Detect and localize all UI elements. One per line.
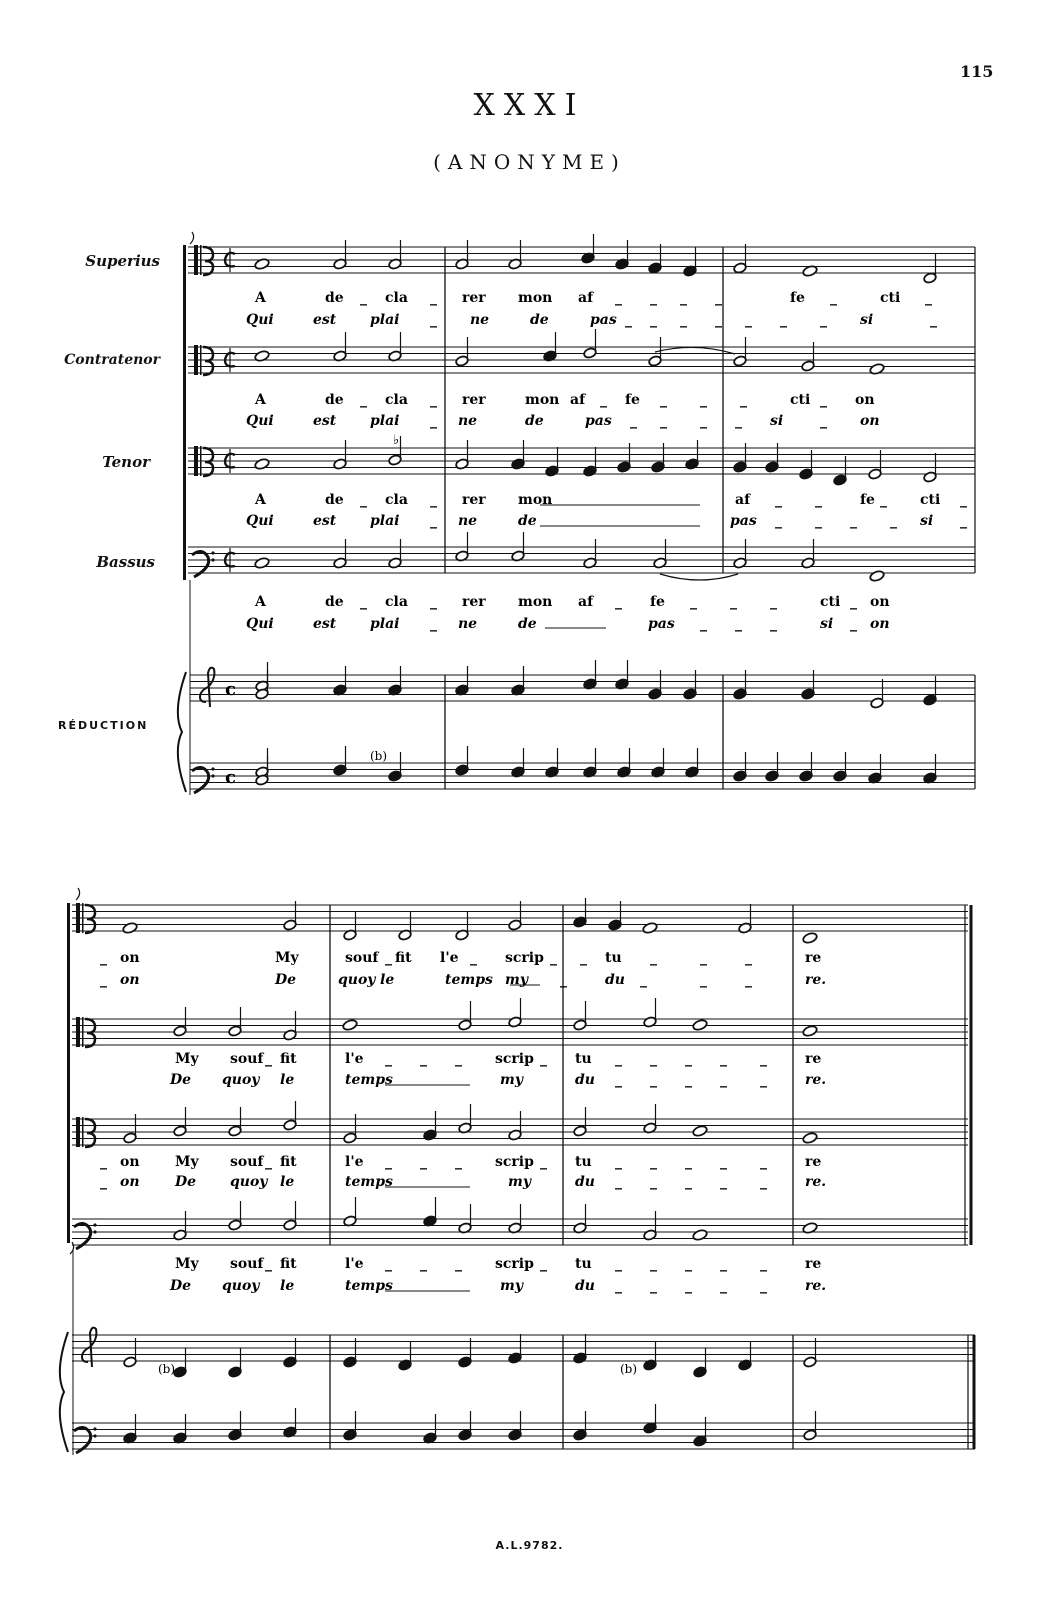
note-bassus-2	[692, 1229, 708, 1242]
lyric-bassus-v2: ne	[458, 616, 478, 632]
c-clef-superius-2	[76, 903, 80, 933]
lyric-tenor-v1: A	[255, 492, 266, 508]
lyric-bassus-v2: on	[870, 616, 890, 632]
lyric-superius-v1: af	[578, 290, 594, 306]
lyric-tenor2-v1: My	[175, 1154, 199, 1170]
lyric-tenor2-v1: _	[720, 1154, 727, 1170]
lyric-tenor-v2: si	[920, 513, 934, 529]
note-tenor-2	[692, 1125, 708, 1138]
lyric-tenor-v1: _	[960, 492, 967, 508]
lyric-tenor-v1: cti	[920, 492, 941, 508]
lyric-contratenor2-v1: _	[540, 1051, 547, 1067]
lyric-contratenor-v2: plai	[370, 413, 400, 429]
lyric-contratenor2-v1: _	[385, 1051, 392, 1067]
lyric-contratenor-v1: cti	[790, 392, 811, 408]
lyric-superius-v2: plai	[370, 312, 400, 328]
lyric-tenor-v1: _	[360, 492, 367, 508]
lyric-superius2-v1: _	[385, 950, 392, 966]
lyric-tenor-v2: plai	[370, 513, 400, 529]
lyric-superius2-v1: on	[120, 950, 140, 966]
lyric-contratenor-v1: _	[740, 392, 747, 408]
c-clef-superius-2-curl	[85, 905, 95, 933]
lyric-bassus-v2: _	[770, 616, 777, 632]
lyric-superius-v2: _	[715, 312, 722, 328]
lyric-bassus2-v1: scrip	[495, 1256, 534, 1272]
lyric-contratenor2-v2: De	[170, 1072, 192, 1088]
lyric-bassus2-v1: l'e	[345, 1256, 364, 1272]
lyric-tenor-v2: est	[313, 513, 337, 529]
lyric-tenor-v2: _	[850, 513, 857, 529]
lyric-superius-v2: de	[530, 312, 549, 328]
lyric-contratenor-v2: pas	[585, 413, 612, 429]
f-clef-reduction-2-dot	[93, 1434, 96, 1437]
lyric-bassus-v1: on	[870, 594, 890, 610]
lyric-contratenor2-v1: souf	[230, 1051, 264, 1067]
lyric-contratenor-v1: mon	[525, 392, 560, 408]
lyric-contratenor-v2: _	[700, 413, 707, 429]
lyric-contratenor2-v2: _	[615, 1072, 622, 1088]
note-bassus	[869, 570, 885, 583]
c-clef-contratenor-2-curl	[85, 1019, 95, 1047]
lyric-superius-v1: mon	[518, 290, 553, 306]
lyric-contratenor-v1: _	[820, 392, 827, 408]
lyric-tenor-v1: de	[325, 492, 344, 508]
c-clef-contratenor-bar	[200, 345, 202, 375]
lyric-contratenor2-v2: _	[720, 1072, 727, 1088]
lyric-bassus2-v1: _	[420, 1256, 427, 1272]
lyric-tenor2-v2: du	[575, 1174, 595, 1190]
lyric-bassus-v1: _	[360, 594, 367, 610]
lyric-bassus-v2: est	[313, 616, 337, 632]
lyric-tenor-v2: _	[960, 513, 967, 529]
lyric-tenor2-v1: fit	[280, 1154, 297, 1170]
lyric-superius-v2: _	[930, 312, 937, 328]
lyric-superius-v2: pas	[590, 312, 617, 328]
lyric-bassus2-v1: re	[805, 1256, 822, 1272]
lyric-tenor-v2: _	[430, 513, 437, 529]
lyric-superius-v1: _	[360, 290, 367, 306]
lyric-contratenor2-v1: _	[720, 1051, 727, 1067]
lyric-contratenor-v2: on	[860, 413, 880, 429]
note-tenor	[254, 458, 270, 471]
lyric-tenor-v1: _	[815, 492, 822, 508]
lyric-tenor2-v1: on	[120, 1154, 140, 1170]
lyric-bassus-v1: _	[770, 594, 777, 610]
lyric-bassus-v2: de	[518, 616, 537, 632]
lyric-contratenor2-v1: My	[175, 1051, 199, 1067]
lyric-tenor-v1: mon	[518, 492, 553, 508]
lyric-contratenor-v2: est	[313, 413, 337, 429]
note-superius-2	[642, 922, 658, 935]
lyric-bassus2-v2: my	[500, 1278, 523, 1294]
c-clef-tenor-2-curl	[85, 1119, 95, 1147]
lyric-superius2-v1: l'e	[440, 950, 459, 966]
voice-label-tenor: Tenor	[102, 453, 150, 471]
flat-sign: ♭	[393, 433, 400, 448]
lyric-contratenor-v1: fe	[625, 392, 640, 408]
lyric-superius2-v1: souf	[345, 950, 379, 966]
f-clef-reduction-2-dot	[93, 1427, 96, 1430]
lyric-superius-v2: _	[430, 312, 437, 328]
c-clef-tenor-bar	[200, 446, 202, 476]
lyric-bassus2-v1: My	[175, 1256, 199, 1272]
note-superius-2	[802, 932, 818, 945]
lyric-bassus2-v2: re.	[805, 1278, 827, 1294]
lyric-tenor2-v1: _	[760, 1154, 767, 1170]
lyric-contratenor-v2: de	[525, 413, 544, 429]
lyric-superius-v1: _	[430, 290, 437, 306]
lyric-contratenor2-v2: _	[685, 1072, 692, 1088]
lyric-bassus2-v1: _	[455, 1256, 462, 1272]
lyric-bassus2-v2: _	[615, 1278, 622, 1294]
tie-bassus	[660, 574, 738, 580]
lyric-contratenor-v1: A	[255, 392, 266, 408]
lyric-tenor2-v1: tu	[575, 1154, 592, 1170]
lyric-superius2-v2: le	[380, 972, 395, 988]
lyric-contratenor2-v1: _	[265, 1051, 272, 1067]
lyric-superius2-v2: _	[640, 972, 647, 988]
c-clef-superius-curl	[203, 247, 213, 275]
lyric-bassus-v1: af	[578, 594, 594, 610]
lyric-superius2-v2: temps	[445, 972, 493, 988]
lyric-tenor2-v1: _	[265, 1154, 272, 1170]
lyric-bassus2-v2: temps	[345, 1278, 393, 1294]
lyric-bassus-v2: si	[820, 616, 834, 632]
lyric-bassus-v1: cla	[385, 594, 408, 610]
lyric-tenor2-v2: on	[120, 1174, 140, 1190]
lyric-superius2-v1: _	[700, 950, 707, 966]
bracket-hook	[190, 232, 194, 244]
lyric-tenor-v1: af	[735, 492, 751, 508]
lyric-contratenor-v2: ne	[458, 413, 478, 429]
lyric-contratenor2-v1: scrip	[495, 1051, 534, 1067]
lyric-superius-v1: _	[715, 290, 722, 306]
lyric-contratenor2-v1: _	[455, 1051, 462, 1067]
lyric-tenor2-v2: my	[508, 1174, 531, 1190]
lyric-tenor2-v1: _	[685, 1154, 692, 1170]
note-bassus	[254, 557, 270, 570]
c-clef-superius-2-bar	[82, 903, 84, 933]
lyric-superius-v2: si	[860, 312, 874, 328]
lyric-contratenor2-v1: _	[685, 1051, 692, 1067]
lyric-superius2-v2: _	[100, 972, 107, 988]
lyric-contratenor2-v1: re	[805, 1051, 822, 1067]
lyric-tenor2-v2: _	[685, 1174, 692, 1190]
lyric-contratenor-v1: _	[660, 392, 667, 408]
lyric-contratenor2-v2: le	[280, 1072, 295, 1088]
lyric-bassus-v1: _	[430, 594, 437, 610]
lyric-bassus2-v2: quoy	[222, 1278, 260, 1294]
lyric-bassus-v2: _	[735, 616, 742, 632]
lyric-superius-v2: _	[650, 312, 657, 328]
lyric-bassus-v2: pas	[648, 616, 675, 632]
lyric-bassus-v1: A	[255, 594, 266, 610]
lyric-superius-v2: Qui	[246, 312, 274, 328]
lyric-bassus2-v1: _	[265, 1256, 272, 1272]
lyric-bassus2-v2: De	[170, 1278, 192, 1294]
lyric-tenor2-v1: _	[615, 1154, 622, 1170]
lyric-contratenor-v1: _	[600, 392, 607, 408]
lyric-contratenor2-v2: du	[575, 1072, 595, 1088]
lyric-bassus-v2: _	[850, 616, 857, 632]
lyric-superius-v1: _	[650, 290, 657, 306]
lyric-superius-v2: _	[625, 312, 632, 328]
lyric-superius-v1: fe	[790, 290, 805, 306]
voice-label-bassus: Bassus	[96, 553, 155, 571]
lyric-bassus2-v1: _	[540, 1256, 547, 1272]
lyric-bassus2-v1: _	[685, 1256, 692, 1272]
editorial-flat: (b)	[158, 1362, 176, 1376]
lyric-tenor2-v1: souf	[230, 1154, 264, 1170]
common-time: c	[225, 767, 236, 788]
c-clef-tenor-2-bar	[82, 1117, 84, 1147]
system-bracket	[183, 245, 186, 580]
lyric-contratenor-v2: _	[820, 413, 827, 429]
lyric-contratenor2-v2: _	[760, 1072, 767, 1088]
note-superius-2	[122, 922, 138, 935]
lyric-contratenor2-v1: _	[650, 1051, 657, 1067]
c-clef-contratenor-curl	[203, 347, 213, 375]
lyric-superius-v1: _	[925, 290, 932, 306]
lyric-tenor-v2: _	[775, 513, 782, 529]
lyric-contratenor-v1: _	[430, 392, 437, 408]
lyric-contratenor-v1: _	[360, 392, 367, 408]
lyric-superius2-v1: re	[805, 950, 822, 966]
lyric-contratenor-v1: de	[325, 392, 344, 408]
c-clef-superius	[194, 245, 198, 275]
f-clef-bassus-dot	[211, 551, 214, 554]
lyric-superius-v1: A	[255, 290, 266, 306]
lyric-bassus2-v1: _	[760, 1256, 767, 1272]
lyric-tenor2-v1: _	[100, 1154, 107, 1170]
lyric-superius2-v2: _	[700, 972, 707, 988]
lyric-bassus2-v1: souf	[230, 1256, 264, 1272]
lyric-contratenor-v2: si	[770, 413, 784, 429]
lyric-tenor-v1: fe	[860, 492, 875, 508]
lyric-superius2-v1: _	[470, 950, 477, 966]
lyric-tenor2-v1: _	[455, 1154, 462, 1170]
c-clef-contratenor-2	[76, 1017, 80, 1047]
lyric-tenor2-v1: _	[650, 1154, 657, 1170]
note-contratenor-2	[342, 1019, 358, 1032]
lyric-bassus-v1: mon	[518, 594, 553, 610]
lyric-bassus-v1: _	[615, 594, 622, 610]
lyric-bassus-v1: fe	[650, 594, 665, 610]
lyric-tenor2-v1: re	[805, 1154, 822, 1170]
lyric-bassus2-v2: _	[720, 1278, 727, 1294]
composer-attribution: (ANONYME)	[433, 150, 626, 174]
lyric-contratenor2-v1: l'e	[345, 1051, 364, 1067]
lyric-superius-v2: _	[820, 312, 827, 328]
lyric-superius2-v2: _	[560, 972, 567, 988]
lyric-tenor-v2: _	[890, 513, 897, 529]
lyric-superius2-v1: _	[580, 950, 587, 966]
f-clef-bassus-dot	[211, 558, 214, 561]
lyric-contratenor2-v2: temps	[345, 1072, 393, 1088]
lyric-contratenor-v2: _	[430, 413, 437, 429]
lyric-contratenor2-v1: _	[420, 1051, 427, 1067]
lyric-bassus-v2: _	[430, 616, 437, 632]
lyric-tenor-v1: _	[880, 492, 887, 508]
lyric-tenor2-v2: le	[280, 1174, 295, 1190]
lyric-contratenor2-v2: _	[650, 1072, 657, 1088]
lyric-superius2-v1: _	[550, 950, 557, 966]
c-clef-contratenor-2-bar	[82, 1017, 84, 1047]
lyric-bassus2-v2: _	[650, 1278, 657, 1294]
lyric-superius2-v2: du	[605, 972, 625, 988]
lyric-superius-v1: cla	[385, 290, 408, 306]
lyric-bassus2-v1: _	[385, 1256, 392, 1272]
c-clef-tenor-2	[76, 1117, 80, 1147]
plate-number: A.L.9782.	[495, 1539, 564, 1552]
c-clef-tenor	[194, 446, 198, 476]
lyric-contratenor-v2: Qui	[246, 413, 274, 429]
lyric-bassus2-v2: du	[575, 1278, 595, 1294]
lyric-bassus2-v1: _	[615, 1256, 622, 1272]
lyric-bassus2-v1: _	[650, 1256, 657, 1272]
lyric-contratenor-v2: _	[660, 413, 667, 429]
lyric-bassus-v2: Qui	[246, 616, 274, 632]
lyric-tenor-v1: cla	[385, 492, 408, 508]
lyric-tenor-v2: pas	[730, 513, 757, 529]
lyric-contratenor2-v1: tu	[575, 1051, 592, 1067]
f-clef-reduction-dot	[211, 774, 214, 777]
lyric-superius-v2: _	[780, 312, 787, 328]
lyric-contratenor2-v2: re.	[805, 1072, 827, 1088]
lyric-tenor2-v1: _	[385, 1154, 392, 1170]
lyric-tenor2-v1: scrip	[495, 1154, 534, 1170]
lyric-tenor2-v2: _	[615, 1174, 622, 1190]
lyric-superius-v2: _	[680, 312, 687, 328]
lyric-contratenor-v1: rer	[462, 392, 486, 408]
lyric-superius-v1: rer	[462, 290, 486, 306]
lyric-tenor2-v2: temps	[345, 1174, 393, 1190]
lyric-superius-v1: _	[830, 290, 837, 306]
lyric-superius2-v2: my	[505, 972, 528, 988]
lyric-superius-v2: ne	[470, 312, 490, 328]
lyric-superius2-v1: fit	[395, 950, 412, 966]
lyric-superius-v2: _	[745, 312, 752, 328]
lyric-bassus2-v1: fit	[280, 1256, 297, 1272]
lyric-contratenor2-v1: _	[615, 1051, 622, 1067]
lyric-bassus-v1: rer	[462, 594, 486, 610]
lyric-superius2-v1: _	[650, 950, 657, 966]
lyric-tenor-v2: de	[518, 513, 537, 529]
lyric-tenor2-v2: re.	[805, 1174, 827, 1190]
lyric-superius2-v1: tu	[605, 950, 622, 966]
lyric-superius2-v1: _	[745, 950, 752, 966]
f-clef-bassus-2-dot	[93, 1223, 96, 1226]
lyric-bassus-v1: cti	[820, 594, 841, 610]
c-clef-superius-bar	[200, 245, 202, 275]
voice-label-contratenor: Contratenor	[64, 352, 160, 368]
lyric-superius-v1: _	[680, 290, 687, 306]
lyric-contratenor2-v1: fit	[280, 1051, 297, 1067]
lyric-contratenor-v1: on	[855, 392, 875, 408]
lyric-superius-v1: de	[325, 290, 344, 306]
c-clef-tenor-curl	[203, 448, 213, 476]
lyric-tenor2-v2: _	[760, 1174, 767, 1190]
lyric-superius2-v2: De	[275, 972, 297, 988]
lyric-bassus-v1: _	[730, 594, 737, 610]
lyric-bassus2-v1: tu	[575, 1256, 592, 1272]
lyric-superius2-v2: re.	[805, 972, 827, 988]
lyric-tenor2-v2: _	[720, 1174, 727, 1190]
lyric-bassus-v1: _	[850, 594, 857, 610]
lyric-contratenor-v1: af	[570, 392, 586, 408]
lyric-contratenor2-v1: _	[760, 1051, 767, 1067]
lyric-tenor2-v2: De	[175, 1174, 197, 1190]
lyric-contratenor-v2: _	[735, 413, 742, 429]
lyric-superius2-v2: quoy	[338, 972, 376, 988]
note-tenor-2	[802, 1132, 818, 1145]
piece-title: XXXI	[473, 88, 586, 123]
editorial-flat: (b)	[370, 749, 388, 763]
lyric-superius-v1: _	[615, 290, 622, 306]
piano-brace	[60, 1332, 68, 1452]
lyric-tenor-v2: Qui	[246, 513, 274, 529]
lyric-superius2-v1: My	[275, 950, 299, 966]
note-contratenor-2	[802, 1025, 818, 1038]
lyric-contratenor2-v2: my	[500, 1072, 523, 1088]
note-contratenor-2	[692, 1019, 708, 1032]
editorial-flat: (b)	[620, 1362, 638, 1376]
lyric-superius2-v2: _	[745, 972, 752, 988]
lyric-contratenor-v1: cla	[385, 392, 408, 408]
voice-label-superius: Superius	[85, 252, 160, 270]
bracket-hook	[76, 888, 80, 900]
lyric-contratenor-v2: _	[630, 413, 637, 429]
lyric-tenor2-v1: _	[420, 1154, 427, 1170]
lyric-superius2-v1: scrip	[505, 950, 544, 966]
lyric-superius-v1: cti	[880, 290, 901, 306]
lyric-bassus2-v2: le	[280, 1278, 295, 1294]
lyric-tenor2-v2: _	[650, 1174, 657, 1190]
lyric-tenor2-v2: _	[100, 1174, 107, 1190]
page-number: 115	[960, 62, 994, 81]
reduction-label: RÉDUCTION	[58, 719, 149, 732]
lyric-bassus-v1: de	[325, 594, 344, 610]
lyric-tenor-v2: _	[815, 513, 822, 529]
lyric-superius2-v1: _	[100, 950, 107, 966]
lyric-bassus-v2: _	[700, 616, 707, 632]
c-clef-contratenor	[194, 345, 198, 375]
lyric-bassus-v2: plai	[370, 616, 400, 632]
lyric-tenor-v1: rer	[462, 492, 486, 508]
lyric-bassus2-v2: _	[685, 1278, 692, 1294]
f-clef-reduction-dot	[211, 767, 214, 770]
lyric-tenor-v2: ne	[458, 513, 478, 529]
lyric-contratenor2-v2: quoy	[222, 1072, 260, 1088]
lyric-bassus2-v2: _	[760, 1278, 767, 1294]
lyric-tenor2-v2: quoy	[230, 1174, 268, 1190]
lyric-superius2-v2: on	[120, 972, 140, 988]
system2-bracket	[67, 903, 70, 1243]
common-time: c	[225, 679, 236, 700]
f-clef-bassus-2-dot	[93, 1230, 96, 1233]
lyric-tenor-v1: _	[775, 492, 782, 508]
lyric-superius-v2: est	[313, 312, 337, 328]
lyric-tenor2-v1: _	[540, 1154, 547, 1170]
lyric-bassus2-v1: _	[720, 1256, 727, 1272]
lyric-contratenor-v1: _	[700, 392, 707, 408]
lyric-tenor2-v1: l'e	[345, 1154, 364, 1170]
lyric-tenor-v1: _	[430, 492, 437, 508]
piano-brace	[178, 672, 186, 792]
lyric-bassus-v1: _	[690, 594, 697, 610]
